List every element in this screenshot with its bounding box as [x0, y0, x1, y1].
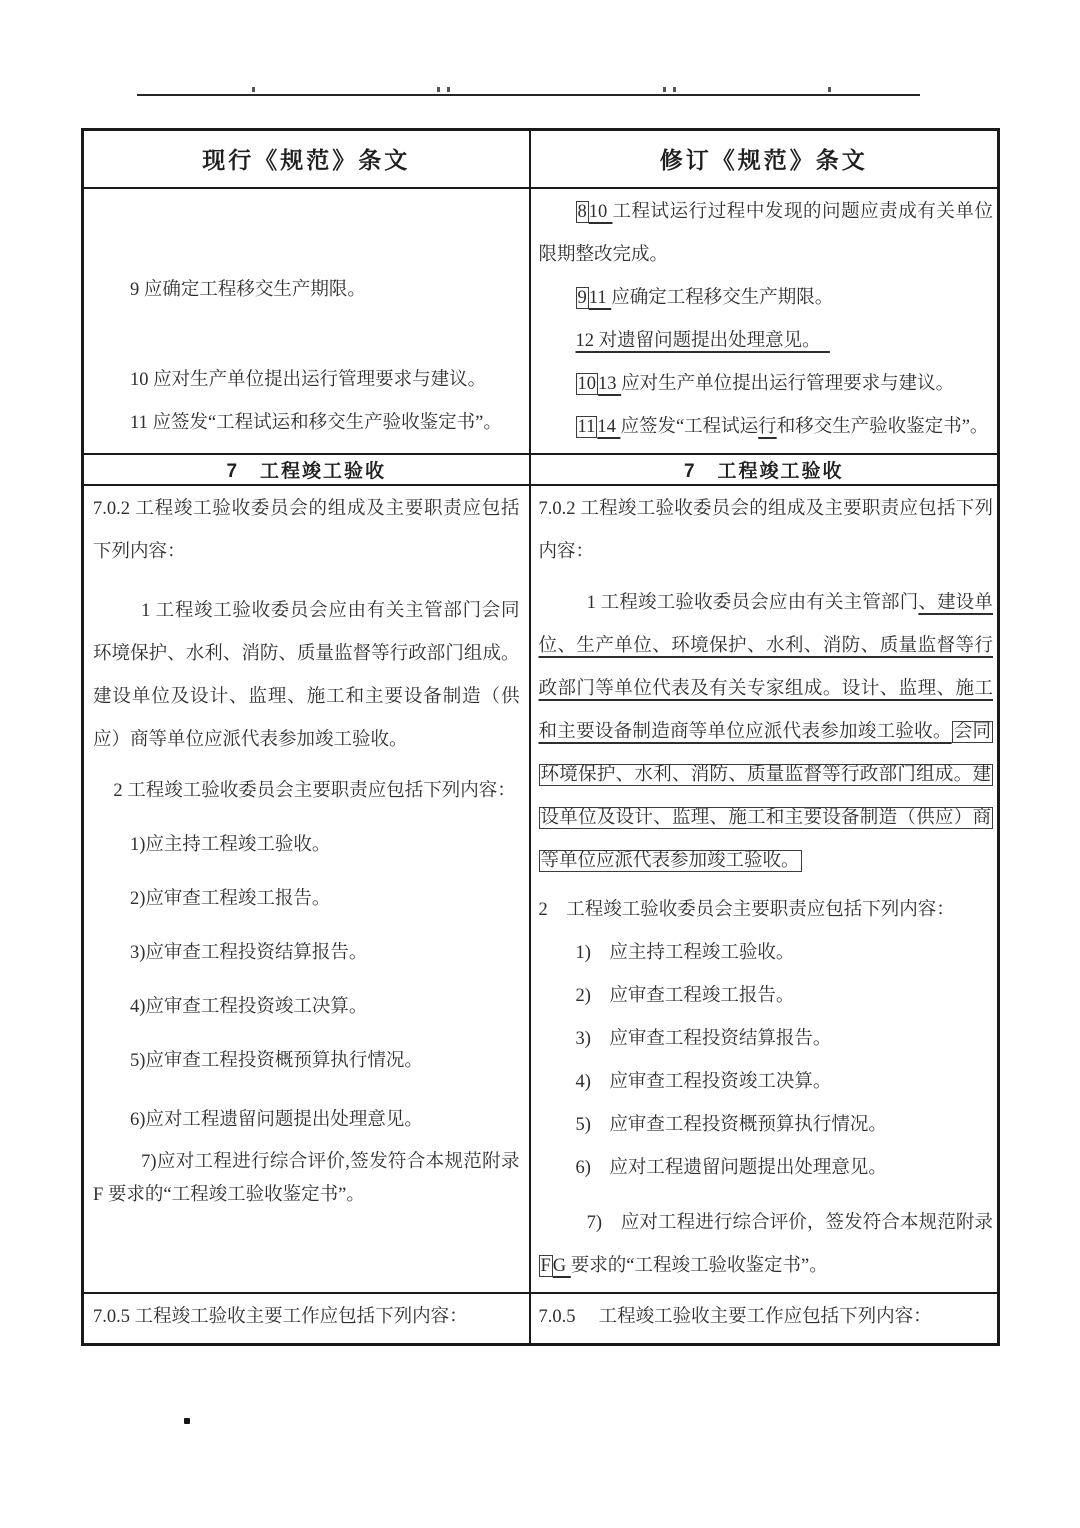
cell-revised-705: [530, 1293, 999, 1345]
text-run: 6)应对工程遗留问题提出处理意见。: [130, 1109, 423, 1130]
text-run: 应签发“工程试运: [620, 416, 759, 437]
text-run: 7.0.2 工程竣工验收委员会的组成及主要职责应包括下列内容：: [93, 498, 520, 562]
paragraph: [93, 1146, 520, 1212]
paragraph: [539, 1061, 994, 1104]
footer-ink-dot: [184, 1418, 190, 1424]
paragraph: [539, 975, 994, 1018]
comparison-table: [81, 128, 1000, 1346]
inserted-text: G: [552, 1255, 571, 1276]
text-run: 1)应主持工程竣工验收。: [130, 834, 331, 855]
scan-speck: [252, 87, 255, 92]
paragraph: [93, 359, 520, 402]
row-chapter-heading: [83, 454, 999, 485]
paragraph: [539, 889, 994, 932]
text-run: 1 工程竣工验收委员会应由有关主管部门会同环境保护、水利、消防、质量监督等行政部门组成。建设单位及设计、监理、施工和主要设备制造（供应）商等单位应派代表参加竣工验收。: [93, 600, 520, 750]
paragraph: [539, 932, 994, 975]
table-header-row: [83, 130, 999, 188]
cell-current-trial: [83, 188, 530, 454]
text-run: 2 工程竣工验收委员会主要职责应包括下列内容：: [113, 780, 516, 801]
inserted-text: 10: [588, 201, 613, 222]
row-clause-705: [83, 1293, 999, 1345]
cell-current-705: [83, 1293, 530, 1345]
text-run: 要求的“工程竣工验收鉴定书”。: [570, 1255, 828, 1276]
text-run: 7) 应对工程进行综合评价，签发符合本规范附录: [586, 1212, 993, 1233]
paragraph: [539, 406, 994, 449]
text-run: 应确定工程移交生产期限。: [611, 287, 834, 308]
inserted-text: 11: [588, 287, 612, 308]
text-run: 工程试运行过程中发现的问题应责成有关单位限期整改完成。: [538, 201, 993, 265]
scan-speck: [447, 87, 450, 92]
paragraph: [539, 582, 994, 883]
deleted-text-box: 9: [577, 287, 587, 308]
text-run: 3)应审查工程投资结算报告。: [130, 942, 368, 963]
paragraph: [93, 932, 520, 975]
paragraph: [539, 1296, 994, 1339]
paragraph: [93, 402, 520, 445]
scan-speck: [828, 87, 831, 92]
text-run: 7.0.5 工程竣工验收主要工作应包括下列内容：: [538, 1306, 932, 1327]
deleted-text-box: F: [540, 1255, 551, 1276]
text-run: 7.0.2 工程竣工验收委员会的组成及主要职责应包括下列内容：: [538, 498, 993, 562]
deleted-text-box: 8: [577, 201, 587, 222]
top-horizontal-rule: [137, 94, 920, 96]
paragraph: [93, 824, 520, 867]
header-cell-current: 现行《规范》条文: [83, 130, 530, 188]
inserted-text: 12 对遗留问题提出处理意见。: [575, 330, 830, 351]
cell-current-chapter: 7 工程竣工验收: [83, 454, 530, 485]
paragraph: [539, 488, 994, 574]
text-run: 3) 应审查工程投资结算报告。: [575, 1028, 832, 1049]
paragraph: [539, 320, 994, 363]
text-run: 1) 应主持工程竣工验收。: [575, 942, 795, 963]
comparison-table-wrapper: [81, 128, 1000, 1346]
text-run: 9 应确定工程移交生产期限。: [130, 279, 366, 300]
text-run: 11 应签发“工程试运和移交生产验收鉴定书”。: [130, 412, 502, 433]
text-run: 应对生产单位提出运行管理要求与建议。: [621, 373, 955, 394]
deleted-text-box: 11: [577, 416, 596, 437]
text-run: 2) 应审查工程竣工报告。: [575, 985, 795, 1006]
text-run: 2 工程竣工验收委员会主要职责应包括下列内容：: [538, 899, 955, 920]
text-run: 10 应对生产单位提出运行管理要求与建议。: [130, 369, 487, 390]
scan-speck: [663, 87, 666, 92]
paragraph: [93, 590, 520, 762]
cell-revised-trial: [530, 188, 999, 454]
text-run: 7)应对工程进行综合评价,签发符合本规范附录F 要求的“工程竣工验收鉴定书”。: [93, 1151, 520, 1205]
paragraph: [93, 488, 520, 574]
deleted-text-box: 10: [577, 373, 596, 394]
paragraph: [93, 986, 520, 1029]
paragraph: [539, 1018, 994, 1061]
paragraph: [93, 269, 520, 312]
row-trial-run: [83, 188, 999, 454]
paragraph: [93, 1099, 520, 1142]
paragraph: [539, 1147, 994, 1190]
text-run: 2)应审查工程竣工报告。: [130, 888, 331, 909]
row-clause-702: [83, 485, 999, 1293]
paragraph: [93, 878, 520, 921]
cell-revised-702: [530, 485, 999, 1293]
paragraph: [539, 363, 994, 406]
inserted-text: 行: [758, 416, 777, 437]
text-run: 5) 应审查工程投资概预算执行情况。: [575, 1114, 887, 1135]
inserted-text: 13: [598, 373, 622, 394]
header-cell-revised: 修订《规范》条文: [530, 130, 999, 188]
text-run: 和移交生产验收鉴定书”。: [776, 416, 989, 437]
text-run: 1 工程竣工验收委员会应由有关主管部门: [586, 592, 919, 613]
paragraph: [539, 1104, 994, 1147]
inserted-text: 14: [597, 416, 621, 437]
text-run: 5)应审查工程投资概预算执行情况。: [130, 1050, 423, 1071]
cell-revised-chapter: 7 工程竣工验收: [530, 454, 999, 485]
deleted-text-box: 会同环境保护、水利、消防、质量监督等行政部门组成。建设单位及设计、监理、施工和主要设备制造（供应）商等单位应派代表参加竣工验收。: [540, 721, 991, 871]
scan-speck: [673, 87, 676, 92]
text-run: 7.0.5 工程竣工验收主要工作应包括下列内容：: [93, 1306, 468, 1327]
text-run: 6) 应对工程遗留问题提出处理意见。: [575, 1157, 887, 1178]
paragraph: [539, 191, 994, 277]
paragraph: [539, 277, 994, 320]
cell-current-702: [83, 485, 530, 1293]
scan-speck: [437, 87, 440, 92]
paragraph: [93, 770, 520, 813]
text-run: 4)应审查工程投资竣工决算。: [130, 996, 368, 1017]
inserted-text: 、建设单位、生产单位、环境保护、水利、消防、质量监督等行政部门等单位代表及有关专家组成。设计、监理、施工和主要设备制造商等单位应派代表参加竣工验收。: [538, 592, 993, 742]
paragraph: [539, 1202, 994, 1288]
paragraph: [93, 1040, 520, 1083]
text-run: 4) 应审查工程投资竣工决算。: [575, 1071, 832, 1092]
paragraph: [93, 1296, 520, 1339]
